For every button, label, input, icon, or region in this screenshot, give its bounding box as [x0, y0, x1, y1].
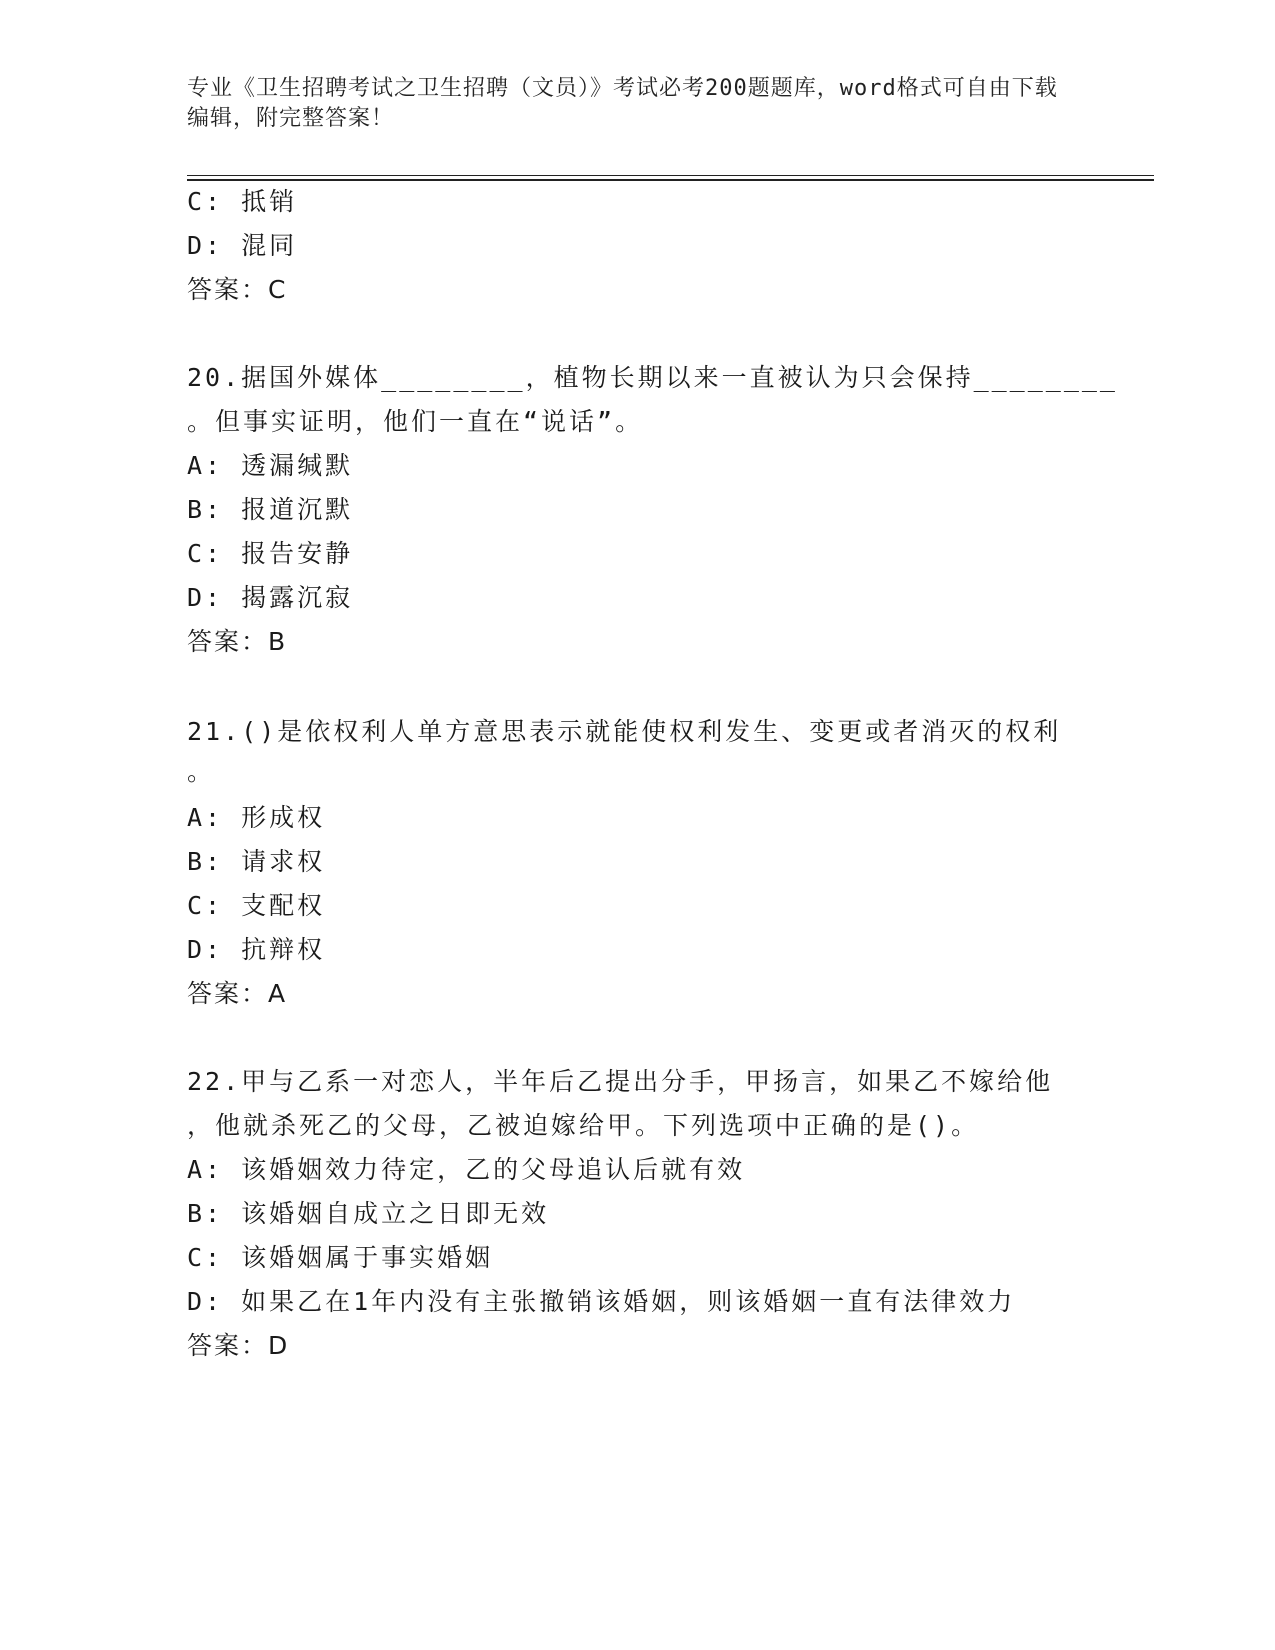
q22-option-b: B: 该婚姻自成立之日即无效 [187, 1199, 550, 1228]
q21-answer: 答案：A [187, 979, 288, 1008]
q22-stem-line1: 22.甲与乙系一对恋人，半年后乙提出分手，甲扬言，如果乙不嫁给他 [187, 1067, 1054, 1096]
q22-answer: 答案：D [187, 1331, 290, 1360]
header-divider-thin [187, 175, 1154, 176]
q20-option-a: A: 透漏缄默 [187, 451, 354, 480]
q20-stem-line2: 。但事实证明，他们一直在“说话”。 [187, 407, 644, 436]
q22-option-d: D: 如果乙在1年内没有主张撤销该婚姻，则该婚姻一直有法律效力 [187, 1287, 1016, 1316]
q21-stem-line1: 21.()是依权利人单方意思表示就能使权利发生、变更或者消灭的权利 [187, 717, 1062, 746]
q21-option-b: B: 请求权 [187, 847, 326, 876]
q19-option-c: C: 抵销 [187, 187, 298, 216]
q20-stem-line1: 20.据国外媒体________，植物长期以来一直被认为只会保持________ [187, 363, 1118, 392]
q22-stem-line2: ，他就杀死乙的父母，乙被迫嫁给甲。下列选项中正确的是()。 [187, 1111, 980, 1140]
q21-option-d: D: 抗辩权 [187, 935, 326, 964]
q22-option-c: C: 该婚姻属于事实婚姻 [187, 1243, 494, 1272]
q20-option-d: D: 揭露沉寂 [187, 583, 354, 612]
q22-option-a: A: 该婚姻效力待定，乙的父母追认后就有效 [187, 1155, 746, 1184]
q20-option-c: C: 报告安静 [187, 539, 354, 568]
q19-option-d: D: 混同 [187, 231, 298, 260]
q21-option-c: C: 支配权 [187, 891, 326, 920]
q21-option-a: A: 形成权 [187, 803, 326, 832]
q20-answer: 答案：B [187, 627, 288, 656]
header-divider-thick [187, 179, 1154, 181]
q19-answer: 答案：C [187, 275, 288, 304]
document-header-title: 专业《卫生招聘考试之卫生招聘（文员）》考试必考200题题库，word格式可自由下载编辑，附完整答案！ [187, 76, 1058, 131]
q20-option-b: B: 报道沉默 [187, 495, 354, 524]
q21-stem-line2: 。 [187, 757, 216, 786]
